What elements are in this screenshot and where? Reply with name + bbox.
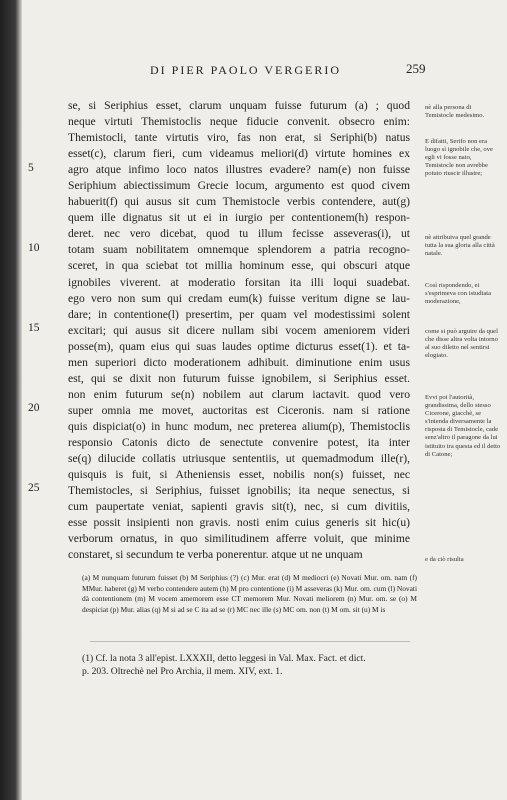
text-line: dare; in contentione(l) presertim, per quam vel modestissimi solent: [68, 307, 410, 321]
text-line: super omnia me movet, auctoritas est Ciceronis. nam si ratione: [68, 403, 410, 417]
text-line: responsio Catonis dicto de senectute convenire potest, ita inter: [68, 435, 410, 449]
side-note: Evvi poi l'autorità, grandissima, dello stesso Cicerone, giacchè, se s'intenda diversamente la risposta di Temistocle, cade senz'altro il paragone da lui istituito tra questa ed il detto di Catone;: [425, 394, 501, 458]
footnote-divider: [90, 641, 410, 642]
text-line: Themistocli, tante virtutis viro, fas non erat, si Seriphi(b) natus: [68, 131, 410, 145]
line-number: 25: [28, 482, 40, 494]
text-line: habuerit(f) qui ausus sit cum Themistocle verbis contendere, aut(g): [68, 195, 410, 209]
text-line: esse possit insipienti non gravis. nosti enim cuius generis sit hic(u): [68, 516, 410, 530]
page-number: 259: [406, 61, 426, 76]
text-line: se, si Seriphius esset, clarum unquam fuisse futurum (a) ; quod: [68, 99, 410, 112]
text-line: sceret, in qua sciebat tot millia hominum esse, qui obscuri atque: [68, 259, 410, 273]
text-line: est, qui se dixit non futurum fuisse ignobilem, si Seriphius esset.: [68, 371, 410, 385]
side-note: nè attribuiva quel grande tutta la sua gloria alla città natale.: [425, 234, 495, 258]
text-line: Seriphium abiectissimum Grecie locum, argumento est quod civem: [68, 179, 410, 193]
text-line: se(q) dilucide collatis utriusque sententiis, ut quemadmodum ille(r),: [68, 452, 410, 466]
text-line: quisquis is fuit, si Atheniensis esset, nobilis non(s) fuisset, nec: [68, 468, 410, 482]
text-line: quis dispiciat(o) in hunc modum, nec preterea alium(p), Themistoclis: [68, 419, 410, 433]
text-line: posse(m), quam eius qui suas laudes optime dicturus esset(1). et ta-: [68, 339, 410, 353]
text-line: cum paupertate veniat, sapienti gravis sit(t), nec, si cum divitiis,: [68, 500, 410, 514]
text-line: ego vero non sum qui credam eum(k) fuisse veritum digne se lau-: [68, 291, 410, 305]
text-line: deret. nec vero dicebat, quod tu illum fecisse asseveras(i), ut: [68, 227, 410, 241]
line-number: 15: [28, 322, 40, 334]
footnotes: [82, 652, 417, 678]
line-number: 20: [28, 402, 40, 414]
text-line: neque virtuti Themistoclis neque fiducie convenit. obsecro enim:: [68, 115, 410, 129]
footnote-line: (1) Cf. la nota 3 all'epist. LXXXII, detto leggesi in Val. Max. Fact. et dict.: [82, 653, 366, 664]
side-note: Così rispondendo, ei s'esprimeva con istudiata moderazione,: [425, 282, 492, 306]
text-line: ignobiles viverent. at moderatio forsitan ita illi loqui suadebat.: [68, 275, 410, 289]
side-note: e da ciò risulta: [425, 556, 464, 563]
side-note: E difatti, Serifo non era luogo sì ignobile che, ove egli vi fosse nato, Temistocle non avrebbe potuto riuscir illustre;: [425, 138, 493, 178]
text-line: constaret, si secundum te verba ponerentur. atque ut ne unquam: [68, 548, 363, 562]
line-number: 5: [28, 162, 34, 174]
footnote-line: p. 203. Oltrechè nel Pro Archia, il mem. XIV, ext. 1.: [82, 666, 283, 677]
text-line: verborum ornatus, in quo similitudinem afferre voluit, que minime: [68, 532, 410, 546]
text-line: quem ille dignatus sit ut ei in iurgio per contentionem(h) respon-: [68, 211, 410, 225]
text-line: non enim futurum se(n) nobilem aut clarum iactavit. quod vero: [68, 387, 410, 401]
text-line: men superiori dicto moderationem adhibuit. diminutione enim usus: [68, 355, 410, 369]
text-line: Themistocles, si Seriphius, fuisset ignobilis; ita neque senectus, si: [68, 484, 410, 498]
line-number: 10: [28, 242, 40, 254]
text-line: totam suam nobilitatem omnemque splendorem a patria recogno-: [68, 243, 410, 257]
book-page: [22, 0, 507, 800]
text-line: excitari; qui ausus sit dicere nullam sibi vocem ameniorem videri: [68, 323, 410, 337]
text-line: agro atque infimo loco natos illustres evadere? nam(e) non fuisse: [68, 163, 410, 177]
side-note: nè alla persona di Temistocle medesimo.: [425, 104, 485, 120]
book-spine-shadow: [0, 0, 22, 800]
running-header: DI PIER PAOLO VERGERIO: [150, 63, 342, 77]
side-note: come si può arguire da quel che disse altra volta intorno al suo diletto nel sentirsi elogiato.: [425, 328, 498, 360]
main-latin-text: [68, 98, 410, 563]
text-line: esset(c), clarum fieri, cum videamus meliori(d) virtute homines ex: [68, 147, 410, 161]
critical-apparatus: (a) M nunquam futurum fuisset (b) M Seriphius (?) (c) Mur. erat (d) M mediocri (e) Novati Mur. om. nam (f) MMur. haberet (g) M verbo contendere autem (h) M pro contentione (i) M asseveras (k) Mur. om. cum (l) Novati dà contentionem (m) M vocem amemorem esse CT memorem Mur. Novati meliorem (n) Mur. om. se (o) M despiciat (p) Mur. alias (q) M si ad se C ita ad se (r) MC nec ille (s) MC om. non (t) M om. sit (u) M is: [82, 573, 417, 614]
